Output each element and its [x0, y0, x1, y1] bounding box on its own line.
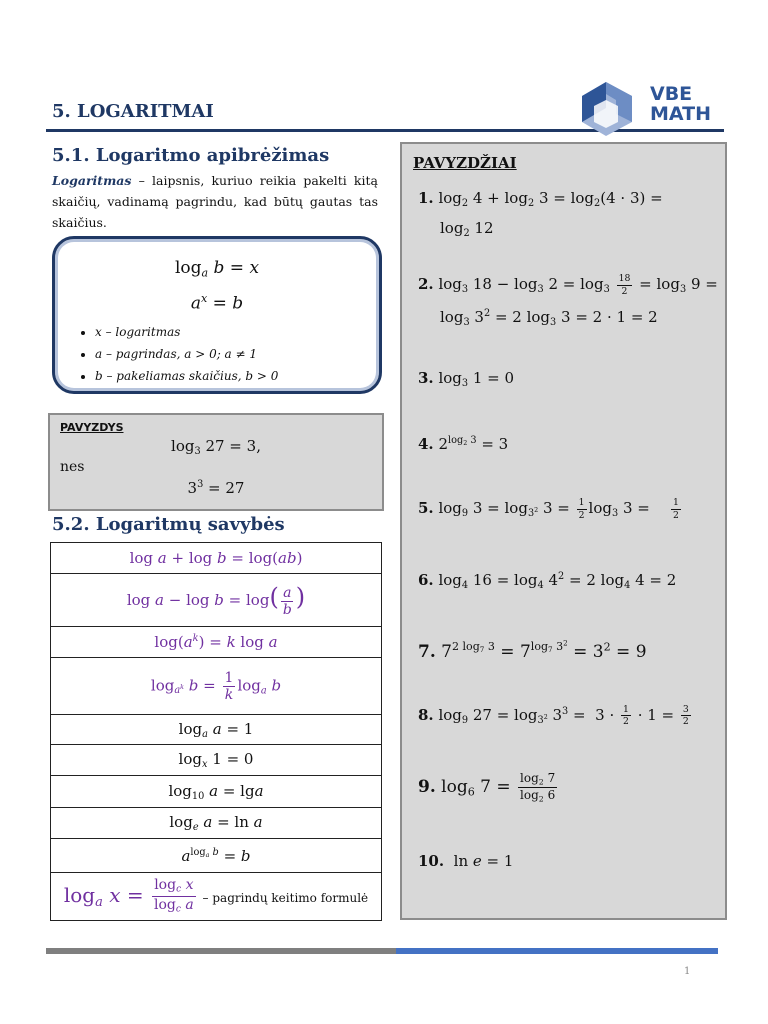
vbe-math-logo [580, 78, 720, 136]
bullet-item: • x – logaritmas [95, 321, 379, 343]
example-item-4: 4. $2^{log_2 3} = 3$ [418, 434, 509, 453]
example-item-3: 3. $\log_3 1 = 0$ [418, 369, 515, 389]
example-item-7: 7. $7^{2 log_7 3} = 7^{log_7 3^2} = 3^2 = 9$ [418, 639, 647, 662]
example-item-6: 6. $\log_4 16 = \log_4 4^2 = 2$ $\log_4 4 = 2$ [418, 570, 677, 591]
property-change-base: $\log_a x$ = $\frac{\log_c x}{\log_c a}$ – pagrindų keitimo formulė [51, 873, 382, 921]
example-title: PAVYZDYS [60, 421, 124, 434]
example-item-9: 9. $\log_6 7$ = $\frac{\log_2 7}{\log_2 6}$ [418, 771, 556, 804]
example-equation-1: $\log_3 27 = 3$, [171, 437, 261, 457]
examples-title: PAVYZDŽIAI [413, 154, 517, 172]
properties-table [50, 542, 382, 921]
property-quotient: log a − log b = log( $\frac{a}{b}$ ) [51, 574, 382, 627]
example-item-8: 8. $\log_9 27 = \log_{3^2} 3^3 = 3$ · $\frac{1}{2}$ · 1 = $\frac{3}{2}$ [418, 704, 689, 728]
property-power: $\log(a^k) = k$ log a [51, 627, 382, 658]
definition-text: – laipsnis, kuriuo reikia pakelti kitą skaičių, vadinamą pagrindu, kad būtų gautas tas skaičius. [52, 173, 378, 230]
property-log-a-a: $\log_a a = 1$ [51, 715, 382, 745]
definition-formula-log: $\log_a b = x$ [174, 258, 260, 280]
property-ln: $\log_e a = \ln a$ [51, 808, 382, 839]
example-box [48, 413, 384, 511]
definition-box [52, 236, 382, 394]
logo-text-vbe: VBE [650, 83, 693, 105]
example-item-1: 1. $\log_2 4 + \log_2 3 = \log_2(4 \cdot 3)$ = $\log_2 12$ [418, 189, 663, 239]
examples-panel [400, 142, 727, 920]
example-item-5: 5. $\log_9 3 = \log_{3^2} 3$ = $\frac{1}{2}$ $\log_3 3$ = $\frac{1}{2}$ [418, 497, 679, 521]
example-nes: nes [60, 459, 85, 475]
property-exponent-log: $a^{log_a b} = b$ [51, 839, 382, 873]
example-item-2: 2. $\log_3 18 - \log_3 2 = \log_3$ $\frac{18}{2}$ = $\log_3 9$ = $\log_3 3^2 = 2$ $\log_3 3 = 2 \cdot 1 = 2$ [418, 273, 718, 328]
page-number: 1 [684, 966, 691, 977]
subsection-properties-title: 5.2. Logaritmų savybės [52, 514, 285, 535]
property-product: log a + log b = log(ab) [51, 543, 382, 574]
example-item-10: 10. ln e = 1 [418, 852, 514, 870]
bullet-item: • a – pagrindas, a > 0; a ≠ 1 [95, 343, 379, 365]
subsection-definition-title: 5.1. Logaritmo apibrėžimas [52, 145, 330, 166]
logo-text-math: MATH [650, 103, 711, 125]
property-log-x-1: $\log_x 1 = 0$ [51, 745, 382, 776]
definition-paragraph [52, 170, 378, 233]
definition-formula-power: $a^x = b$ [190, 292, 244, 314]
example-equation-2: $3^3 = 27$ [187, 479, 245, 497]
section-title: 5. LOGARITMAI [52, 101, 214, 122]
bullet-item: • b – pakeliamas skaičius, b > 0 [95, 365, 379, 387]
footer-bar-blue [396, 948, 718, 954]
property-base-power: $\log_{a^k} b$ = $\frac{1}{k}$ $\log_a b$ [51, 658, 382, 715]
footer-bar-gray [46, 948, 396, 954]
definition-bullets [55, 321, 379, 387]
change-base-label: – pagrindų keitimo formulė [202, 891, 369, 905]
definition-term: Logaritmas [52, 173, 132, 188]
property-lg: $\log_{10} a = \lg a$ [51, 776, 382, 808]
